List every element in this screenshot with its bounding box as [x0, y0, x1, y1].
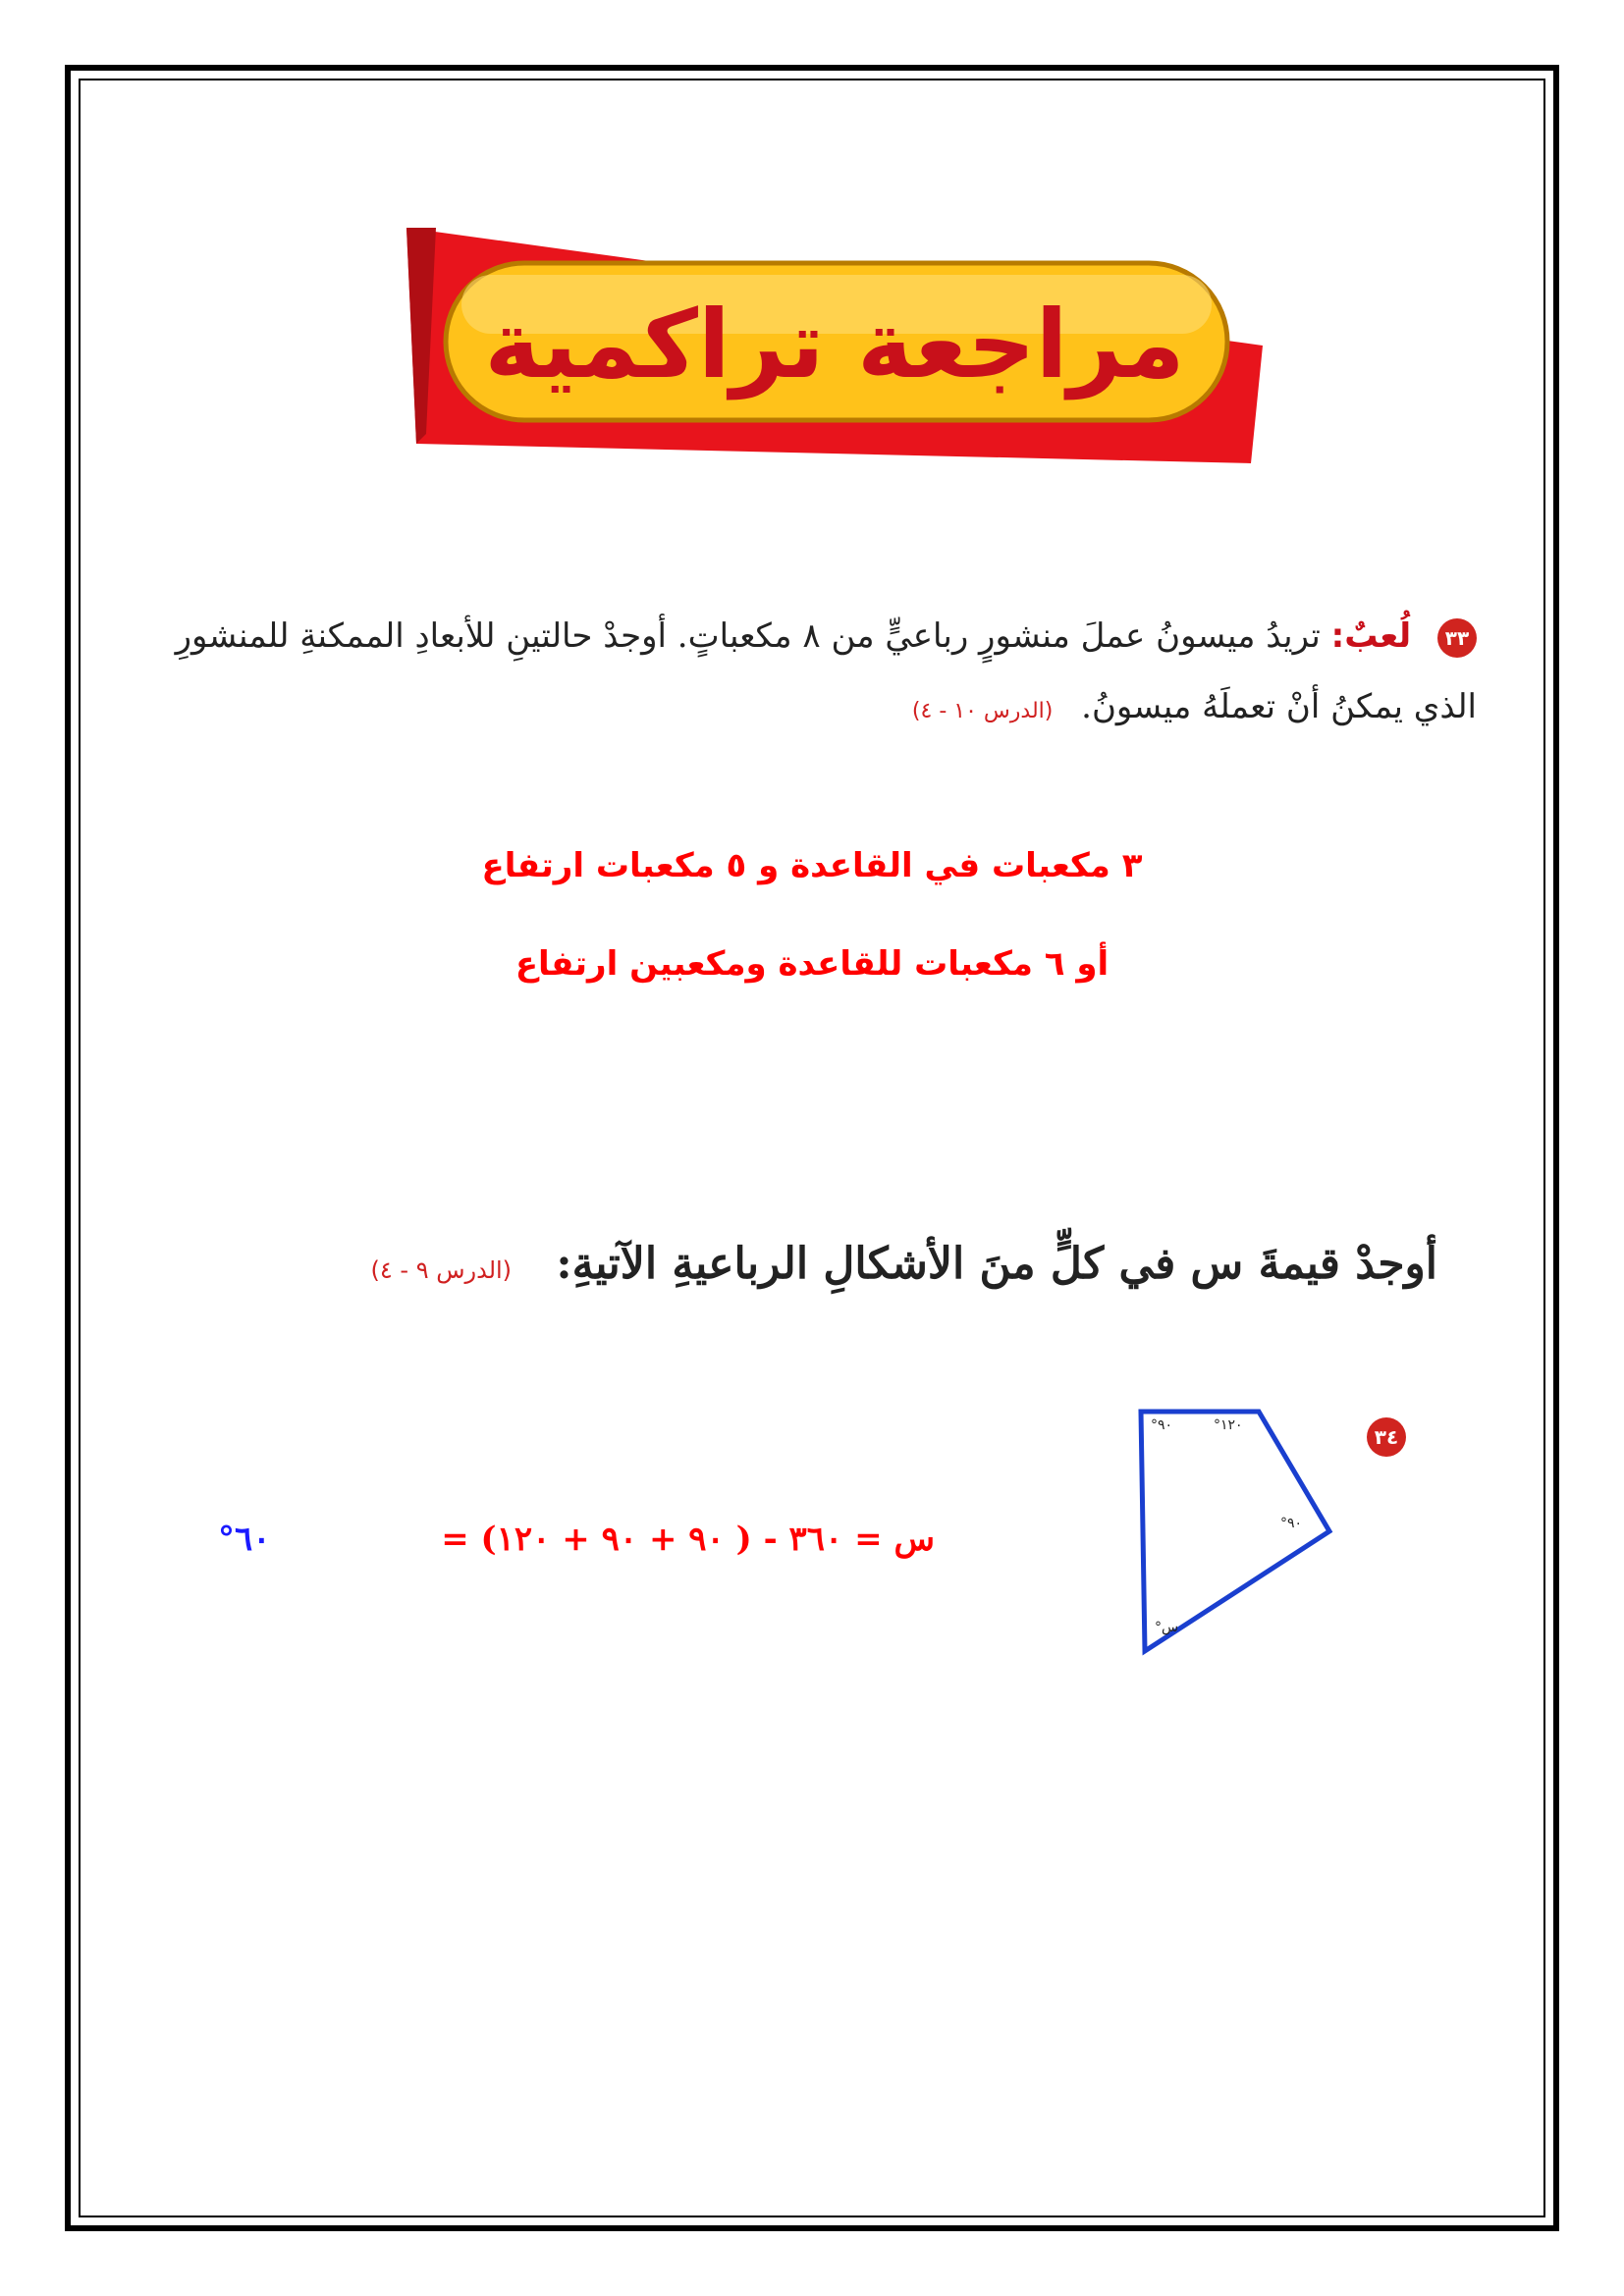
equation-row — [218, 1520, 935, 1575]
angle-label-top-right: ١٢٠° — [1214, 1417, 1243, 1433]
angle-label-right: ٩٠° — [1280, 1516, 1303, 1531]
page-title: مراجعة تراكمية — [484, 290, 1185, 400]
question-text: تريدُ ميسونُ عملَ منشورٍ رباعيٍّ من ٨ مكعباتٍ. أوجدْ حالتينِ للأبعادِ الممكنةِ للمنشورِ الذي يمكنُ أنْ تعملَهُ ميسونُ. — [175, 616, 1477, 726]
instruction-heading — [371, 1239, 1438, 1289]
equation-result: ٦٠° — [218, 1520, 271, 1559]
answer-line-2: أو ٦ مكعبات للقاعدة ومكعبين ارتفاع — [514, 944, 1110, 984]
title-banner — [406, 228, 1263, 463]
question-keyword: لُعبٌ: — [1330, 616, 1412, 656]
angle-label-top-left: ٩٠° — [1151, 1417, 1173, 1433]
angle-label-x: س° — [1155, 1620, 1179, 1635]
quadrilateral-figure — [1129, 1394, 1345, 1669]
equation-text: س = ٣٦٠ - ( ٩٠ + ٩٠ + ١٢٠) = — [441, 1520, 935, 1559]
instruction-lesson-reference: (الدرس ٩ - ٤) — [370, 1256, 513, 1284]
question-number-badge: ٣٣ — [1437, 618, 1477, 658]
lesson-reference: (الدرس ١٠ - ٤) — [911, 699, 1054, 723]
question-33 — [122, 601, 1477, 747]
question-34-badge: ٣٤ — [1367, 1417, 1406, 1457]
answer-line-1: ٣ مكعبات في القاعدة و ٥ مكعبات ارتفاع — [481, 846, 1143, 885]
instruction-text: أوجدْ قيمةَ س في كلٍّ منَ الأشكالِ الرباعيةِ الآتيةِ: — [556, 1239, 1437, 1289]
